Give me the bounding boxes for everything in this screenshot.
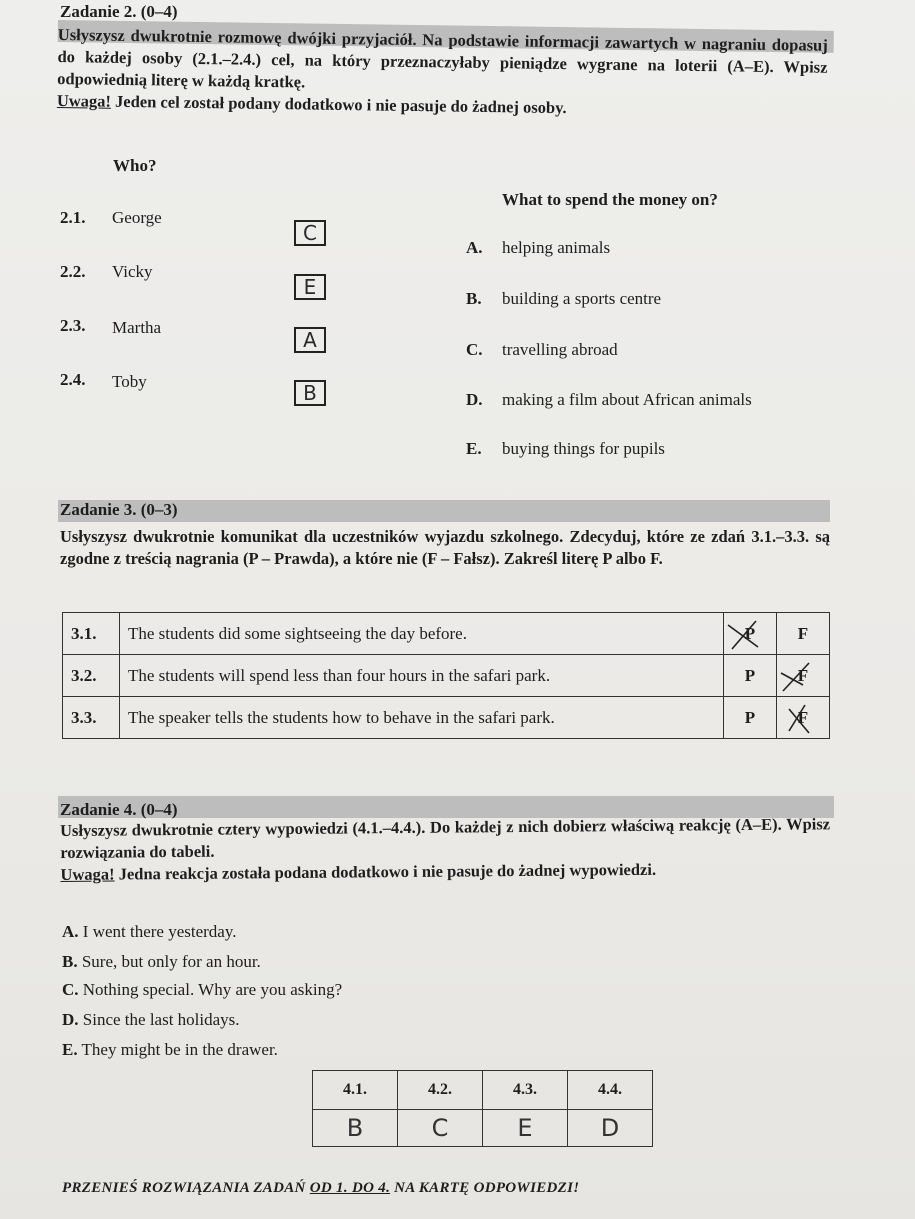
option-item [466,289,661,309]
statement-number: 3.3. [63,697,120,739]
answer-box[interactable]: E [294,274,326,300]
statement-number: 3.1. [63,613,120,655]
response-text: Sure, but only for an hour. [77,952,261,971]
false-letter: F [797,707,809,727]
response-text: Nothing special. Why are you asking? [78,980,343,999]
footer-text-underlined: OD 1. DO 4. [309,1180,391,1196]
option-letter: D. [466,390,483,409]
option-item [466,439,665,459]
option-item [466,238,610,258]
false-letter: F [797,623,809,643]
true-false-table [62,612,830,739]
option-letter: E. [466,439,482,458]
task4-instruction [60,813,831,886]
table-row [313,1110,653,1147]
statement-number: 3.2. [63,655,120,697]
response-letter: A. [62,922,79,941]
who-heading: Who? [113,156,157,175]
person-name: Toby [112,372,147,391]
task2-note-label: Uwaga! [56,90,112,111]
task2-note-text: Jeden cel został podany dodatkowo i nie pasuje do żadnej osoby. [110,91,567,118]
footer-text-start: PRZENIEŚ ROZWIĄZANIA ZADAŃ [62,1180,310,1196]
table-row [63,655,830,697]
option-item [466,340,618,360]
answer-header: 4.4. [568,1071,653,1110]
person-name: Martha [112,318,162,337]
task3-title: Zadanie 3. (0–3) [60,500,178,519]
statement-text: The students did some sightseeing the day before. [120,613,724,655]
false-option[interactable] [777,697,830,739]
task4-instruction-text: Usłyszysz dwukrotnie cztery wypowiedzi (4.1.–4.4.). Do każdej z nich dobierz właściwą reakcję (A–E). Wpisz rozwiązania do tabeli. [60,814,831,862]
person-number: 2.1. [60,208,86,227]
answer-cell[interactable]: E [483,1110,568,1147]
person-number: 2.4. [60,370,86,389]
option-text: making a film about African animals [502,390,752,409]
response-letter: E. [62,1040,78,1059]
response-text: They might be in the drawer. [77,1040,278,1059]
task2-instruction [57,24,828,123]
response-text: I went there yesterday. [78,922,237,941]
false-option[interactable] [777,655,830,697]
task2-instruction-text: Usłyszysz dwukrotnie rozmowę dwójki przyjaciół. Na podstawie informacji zawartych w nagraniu dopasuj do każdej osoby (2.1.–2.4.) cel, na który przeznaczyłaby pieniądze wygrane na loterii (A–E). Wpisz odpowiednią literę w każdą kratkę. [57,24,828,92]
answer-cell[interactable]: D [568,1110,653,1147]
answer-cell[interactable]: C [398,1110,483,1147]
response-letter: B. [62,952,78,971]
task2-title: Zadanie 2. (0–4) [60,2,178,21]
true-option[interactable] [724,613,777,655]
option-letter: B. [466,289,482,308]
task4-note-label: Uwaga! [60,864,115,884]
true-option[interactable] [724,655,777,697]
person-number: 2.3. [60,316,86,335]
person-name: Vicky [112,262,153,281]
answer-box[interactable]: B [294,380,326,406]
true-letter: P [744,665,756,685]
option-letter: A. [466,238,483,257]
footer-text-end: NA KARTĘ ODPOWIEDZI! [390,1180,580,1196]
answer-cell[interactable]: B [313,1110,398,1147]
response-item [62,922,237,942]
response-text: Since the last holidays. [78,1010,240,1029]
answer-header: 4.1. [313,1071,398,1110]
person-name: George [112,208,162,227]
table-header-row [313,1071,653,1110]
false-option[interactable] [777,613,830,655]
response-item [62,980,342,1000]
statement-text: The speaker tells the students how to behave in the safari park. [120,697,724,739]
answer-table [312,1070,653,1147]
option-item [466,390,752,410]
statement-text: The students will spend less than four hours in the safari park. [120,655,724,697]
option-letter: C. [466,340,483,359]
answer-box[interactable]: A [294,327,326,353]
response-item [62,952,261,972]
transfer-answers-note [62,1180,579,1197]
option-text: buying things for pupils [502,439,665,458]
response-item [62,1010,240,1030]
option-text: helping animals [502,238,611,257]
option-text: building a sports centre [502,289,662,308]
true-letter: P [744,623,756,643]
response-letter: C. [62,980,79,999]
person-number: 2.2. [60,262,86,281]
true-option[interactable] [724,697,777,739]
task4-title: Zadanie 4. (0–4) [60,800,178,819]
true-letter: P [744,707,756,727]
answer-header: 4.2. [398,1071,483,1110]
what-heading: What to spend the money on? [502,190,718,209]
response-item [62,1040,278,1060]
task3-instruction: Usłyszysz dwukrotnie komunikat dla uczestników wyjazdu szkolnego. Zdecyduj, które ze zdań 3.1.–3.3. są zgodne z treścią nagrania (P – Prawda), a które nie (F – Fałsz). Zakreśl literę P albo F. [60,527,830,568]
table-row [63,613,830,655]
table-row [63,697,830,739]
answer-box[interactable]: C [294,220,326,246]
false-letter: F [797,665,809,685]
response-letter: D. [62,1010,79,1029]
task4-note-text: Jedna reakcja została podana dodatkowo i nie pasuje do żadnej wypowiedzi. [114,859,657,884]
answer-header: 4.3. [483,1071,568,1110]
option-text: travelling abroad [502,340,618,359]
